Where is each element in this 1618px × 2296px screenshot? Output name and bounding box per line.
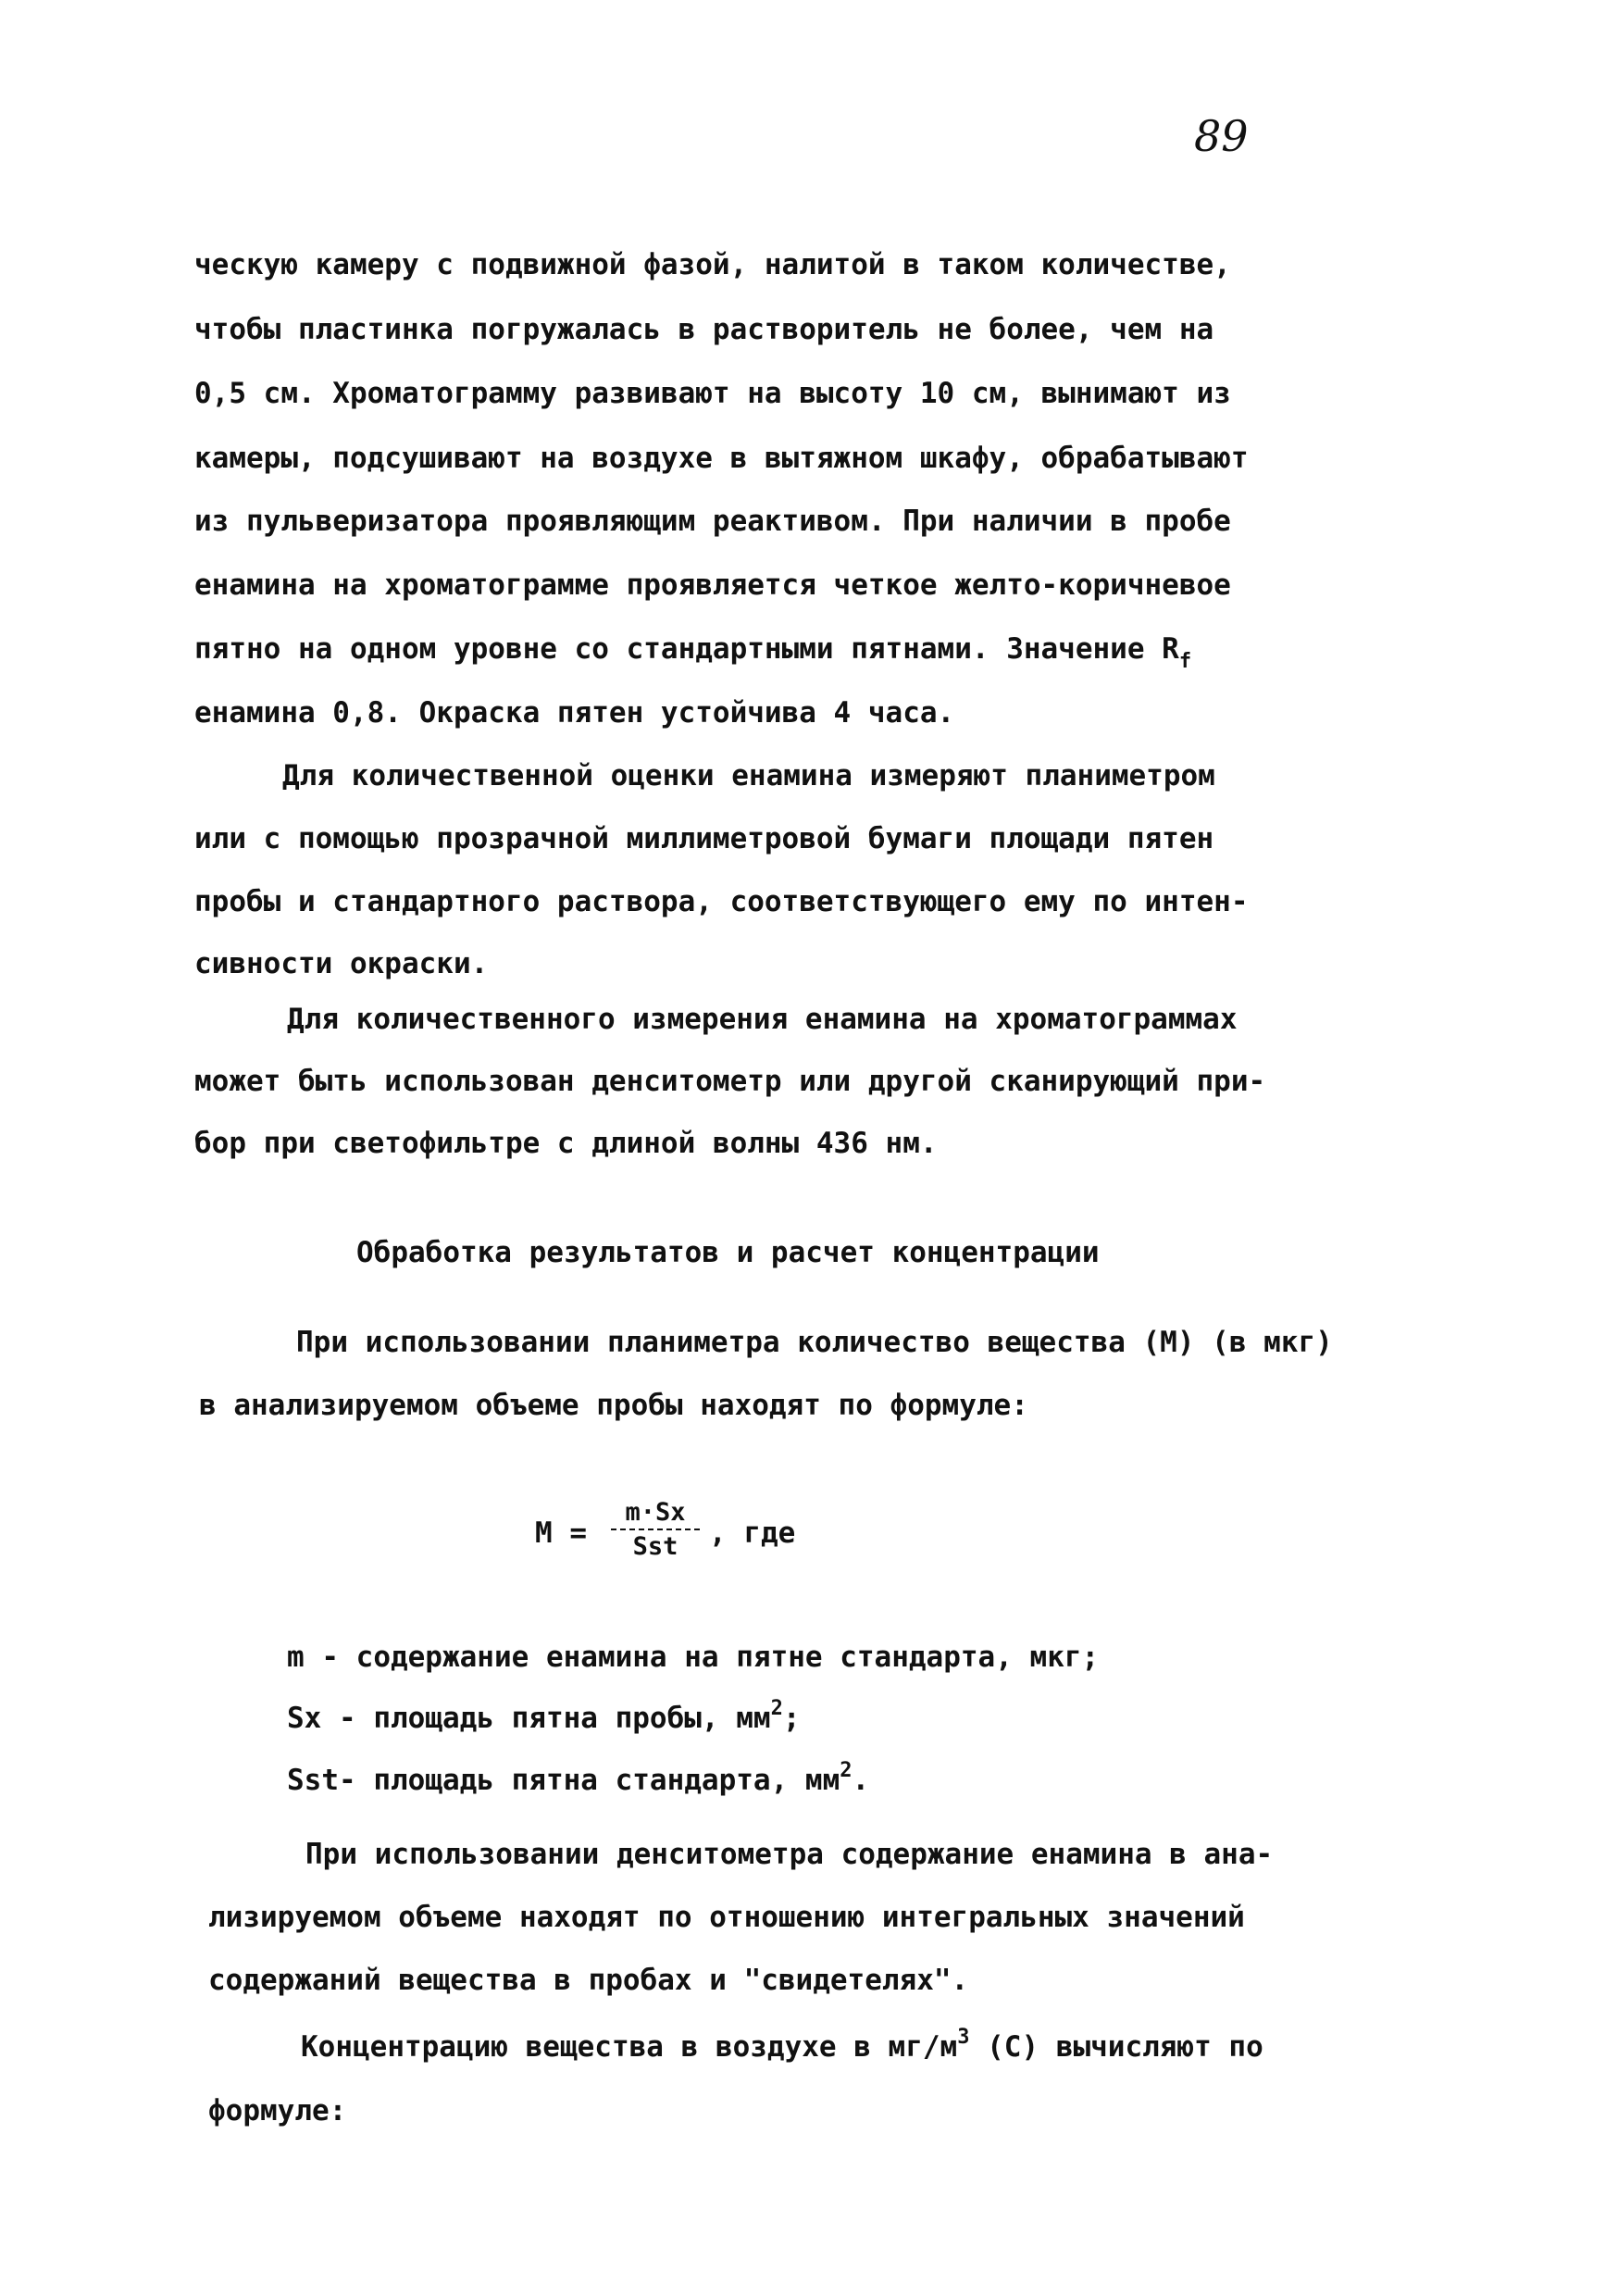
text-line: Для количественной оценки енамина измеряют планиметром [282, 759, 1215, 792]
text-line: енамина 0,8. Окраска пятен устойчива 4 часа. [194, 696, 955, 730]
formula-where: , где [709, 1516, 796, 1550]
text-line: Концентрацию вещества в воздухе в $мг/м^3$ (С) вычисляют по [301, 2026, 1263, 2064]
text-line [194, 632, 1192, 673]
text-line: При использовании денситометра содержание енамина в ана- [305, 1838, 1274, 1871]
text-line: в анализируемом объеме пробы находят по формуле: [199, 1389, 1028, 1422]
text-line: или с помощью прозрачной миллиметровой бумаги площади пятен [194, 822, 1214, 855]
text-line: содержаний вещества в пробах и "свидетелях". [208, 1964, 969, 1997]
text-segment: пятно на одном уровне со стандартными пятнами. Значение [194, 632, 1145, 666]
text-line: При использовании планиметра количество вещества (М) (в мкг) [296, 1326, 1333, 1359]
text-line: чтобы пластинка погружалась в растворитель не более, чем на [194, 313, 1214, 346]
definition-line: Sx - площадь пятна пробы, $мм^2$; [287, 1697, 801, 1735]
formula-fraction [611, 1498, 700, 1561]
definition-line: Sst- площадь пятна стандарта, $мм^2$. [287, 1759, 870, 1797]
text-line: 0,5 см. Хроматограмму развивают на высоту 10 см, вынимают из [194, 377, 1231, 410]
formula-denominator: Sst [632, 1532, 678, 1561]
formula-numerator: m·Sx [611, 1498, 700, 1530]
formula-lhs: М = [535, 1516, 587, 1550]
text-line: Для количественного измерения енамина на хроматограммах [287, 1003, 1238, 1036]
text-line: из пульверизатора проявляющим реактивом. При наличии в пробе [194, 505, 1231, 538]
rf-symbol: $R_f$ [1162, 632, 1192, 673]
text-line: сивности окраски. [194, 947, 489, 980]
text-line: лизируемом объеме находят по отношению интегральных значений [208, 1901, 1245, 1934]
text-line: бор при светофильтре с длиной волны 436 нм. [194, 1127, 938, 1160]
definition-line: m - содержание енамина на пятне стандарта, мкг; [287, 1641, 1100, 1674]
text-line: ческую камеру с подвижной фазой, налитой в таком количестве, [194, 248, 1231, 281]
page-number: 89 [1194, 111, 1249, 161]
text-line: енамина на хроматограмме проявляется четкое желто-коричневое [194, 568, 1231, 602]
text-line: формуле: [208, 2094, 347, 2128]
text-line: пробы и стандартного раствора, соответствующего ему по интен- [194, 885, 1249, 918]
text-line: камеры, подсушивают на воздухе в вытяжном шкафу, обрабатывают [194, 442, 1249, 475]
section-heading: Обработка результатов и расчет концентрации [356, 1236, 1100, 1269]
text-line: может быть использован денситометр или другой сканирующий при- [194, 1065, 1266, 1098]
